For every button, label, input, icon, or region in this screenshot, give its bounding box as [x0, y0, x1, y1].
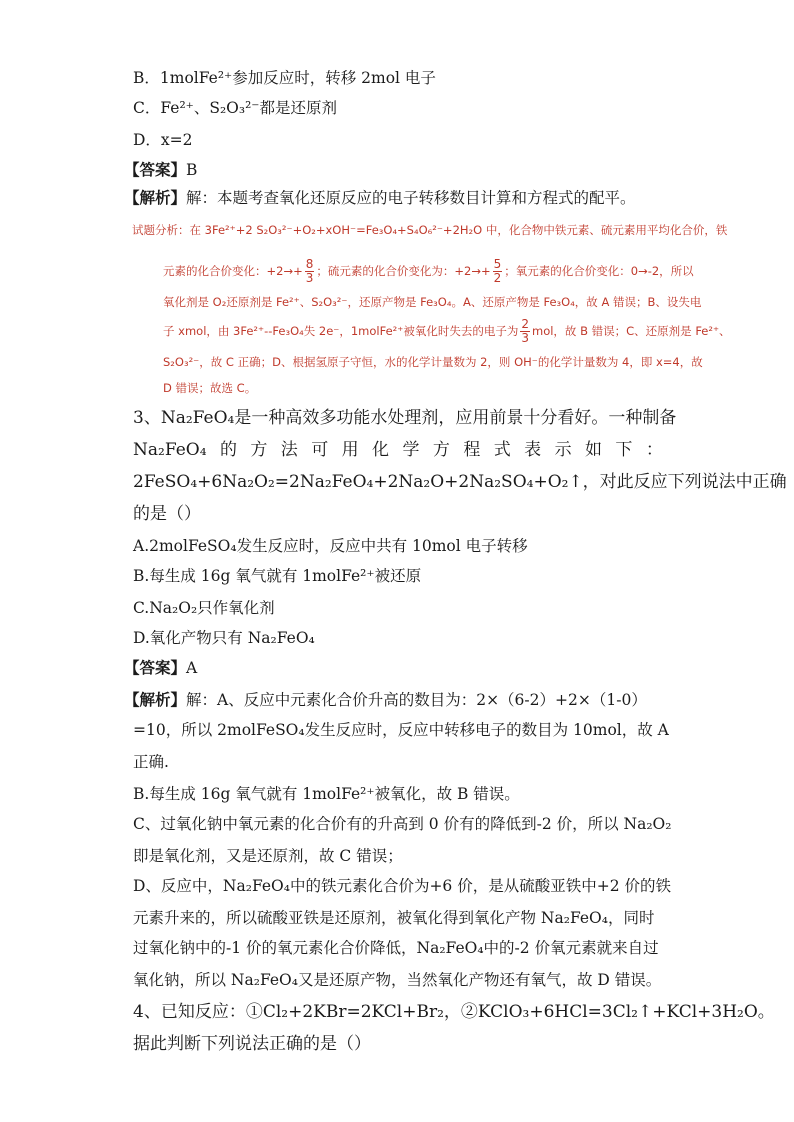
- analysis-text: 解：A、反应中元素化合价升高的数目为：2×（6-2）+2×（1-0）: [186, 691, 647, 709]
- q2-analysis: [124, 188, 636, 208]
- q2-option-b: B．1molFe²⁺参加反应时，转移 2mol 电子: [133, 69, 436, 87]
- q3-analysis-1: [124, 690, 647, 710]
- q3-stem-word: 可: [311, 440, 329, 460]
- q3-stem-word: ：: [645, 440, 663, 460]
- analysis-tag: 【解析】: [124, 690, 187, 709]
- q3-analysis-2: =10，所以 2molFeSO₄发生反应时，反应中转移电子的数目为 10mol，故 A: [133, 721, 669, 739]
- q2-red-line-6: D 错误；故选 C。: [163, 381, 257, 395]
- q2-red-line-1: 试题分析：在 3Fe²⁺+2 S₂O₃²⁻+O₂+xOH⁻=Fe₃O₄+S₄O₆²⁻+2H₂O 中，化合物中铁元素、硫元素用平均化合价，铁: [132, 223, 728, 237]
- q3-analysis-6: 即是氧化剂，又是还原剂，故 C 错误；: [133, 847, 403, 865]
- q2-option-d: D．x=2: [133, 131, 193, 149]
- q2-red-line-4: [163, 318, 731, 345]
- valence-text-o: ；氧元素的化合价变化：0→-2，所以: [504, 264, 694, 278]
- q2-red-line-5: S₂O₃²⁻，故 C 正确；D、根据氢原子守恒，水的化学计量数为 2，则 OH⁻的化学计量数为 4，即 x=4，故: [163, 355, 703, 369]
- q3-stem-line-4: 的是（）: [133, 504, 201, 524]
- q3-analysis-9: 过氧化钠中的-1 价的氧元素化合价降低，Na₂FeO₄中的-2 价氧元素就来自过: [133, 939, 659, 957]
- q3-option-c: C.Na₂O₂只作氧化剂: [133, 599, 275, 617]
- analysis-tag: 【解析】: [124, 188, 187, 207]
- q3-stem-word: 的: [219, 440, 237, 460]
- q3-stem-word: 表: [524, 440, 542, 460]
- q4-stem-line-2: 据此判断下列说法正确的是（）: [133, 1034, 371, 1054]
- q2-red-line-3: 氧化剂是 O₂还原剂是 Fe²⁺、S₂O₃²⁻，还原产物是 Fe₃O₄。A、还原产物是 Fe₃O₄，故 A 错误；B、设失电: [163, 295, 702, 309]
- answer-value: A: [186, 659, 198, 677]
- q3-stem-line-2: [133, 440, 663, 460]
- electron-text: 子 xmol，由 3Fe²⁺--Fe₃O₄失 2e⁻，1molFe²⁺被氧化时失去的电子为: [163, 324, 519, 338]
- q3-analysis-8: 元素升来的，所以硫酸亚铁是还原剂，被氧化得到氧化产物 Na₂FeO₄，同时: [133, 909, 655, 927]
- q3-stem-word: 方: [250, 440, 268, 460]
- q2-red-line-2: [163, 258, 694, 285]
- electron-text-end: mol，故 B 错误；C、还原剂是 Fe²⁺、: [532, 324, 731, 338]
- q3-stem-word: 方: [432, 440, 450, 460]
- q3-stem-word: Na₂FeO₄: [133, 440, 207, 460]
- analysis-intro: 解：本题考查氧化还原反应的电子转移数目计算和方程式的配平。: [186, 189, 636, 207]
- valence-text-fe: 元素的化合价变化：+2→+: [163, 264, 303, 278]
- q3-answer: [124, 658, 197, 678]
- answer-tag: 【答案】: [124, 160, 187, 179]
- q4-stem-line-1: 4、已知反应：①Cl₂+2KBr=2KCl+Br₂，②KClO₃+6HCl=3Cl₂↑+KCl+3H₂O。: [133, 1002, 775, 1022]
- q3-stem-word: 示: [554, 440, 572, 460]
- q3-stem-word: 程: [463, 440, 481, 460]
- q3-analysis-10: 氧化钠，所以 Na₂FeO₄又是还原产物，当然氧化产物还有氧气，故 D 错误。: [133, 971, 662, 989]
- q3-analysis-3: 正确.: [133, 753, 169, 771]
- q3-stem-word: 下: [615, 440, 633, 460]
- q3-stem-word: 如: [585, 440, 602, 460]
- fraction-2-3: $\frac{2}{3}$: [521, 317, 529, 345]
- q3-stem-word: 化: [372, 440, 390, 460]
- q3-option-a: A.2molFeSO₄发生反应时，反应中共有 10mol 电子转移: [133, 537, 528, 555]
- answer-value: B: [186, 161, 198, 179]
- q3-stem-word: 学: [402, 440, 420, 460]
- q3-option-d: D.氧化产物只有 Na₂FeO₄: [133, 629, 315, 647]
- q3-stem-line-1: 3、Na₂FeO₄是一种高效多功能水处理剂，应用前景十分看好。一种制备: [133, 408, 677, 428]
- q3-stem-word: 法: [280, 440, 298, 460]
- fraction-5-2: $\frac{5}{2}$: [493, 257, 502, 285]
- q3-analysis-4: B.每生成 16g 氧气就有 1molFe²⁺被氧化，故 B 错误。: [133, 785, 520, 803]
- q3-analysis-7: D、反应中，Na₂FeO₄中的铁元素化合价为+6 价，是从硫酸亚铁中+2 价的铁: [133, 877, 671, 895]
- q2-answer: [124, 160, 197, 180]
- q3-stem-word: 用: [341, 440, 359, 460]
- q2-option-c: C．Fe²⁺、S₂O₃²⁻都是还原剂: [133, 99, 337, 117]
- fraction-8-3: $\frac{8}{3}$: [305, 257, 314, 285]
- valence-text-s: ；硫元素的化合价变化为：+2→+: [316, 264, 491, 278]
- answer-tag: 【答案】: [124, 658, 187, 677]
- q3-option-b: B.每生成 16g 氧气就有 1molFe²⁺被还原: [133, 567, 422, 585]
- q3-stem-word: 式: [493, 440, 511, 460]
- q3-stem-line-3: 2FeSO₄+6Na₂O₂=2Na₂FeO₄+2Na₂O+2Na₂SO₄+O₂↑，对此反应下列说法中正确: [133, 472, 787, 492]
- q3-analysis-5: C、过氧化钠中氧元素的化合价有的升高到 0 价有的降低到-2 价，所以 Na₂O₂: [133, 815, 672, 833]
